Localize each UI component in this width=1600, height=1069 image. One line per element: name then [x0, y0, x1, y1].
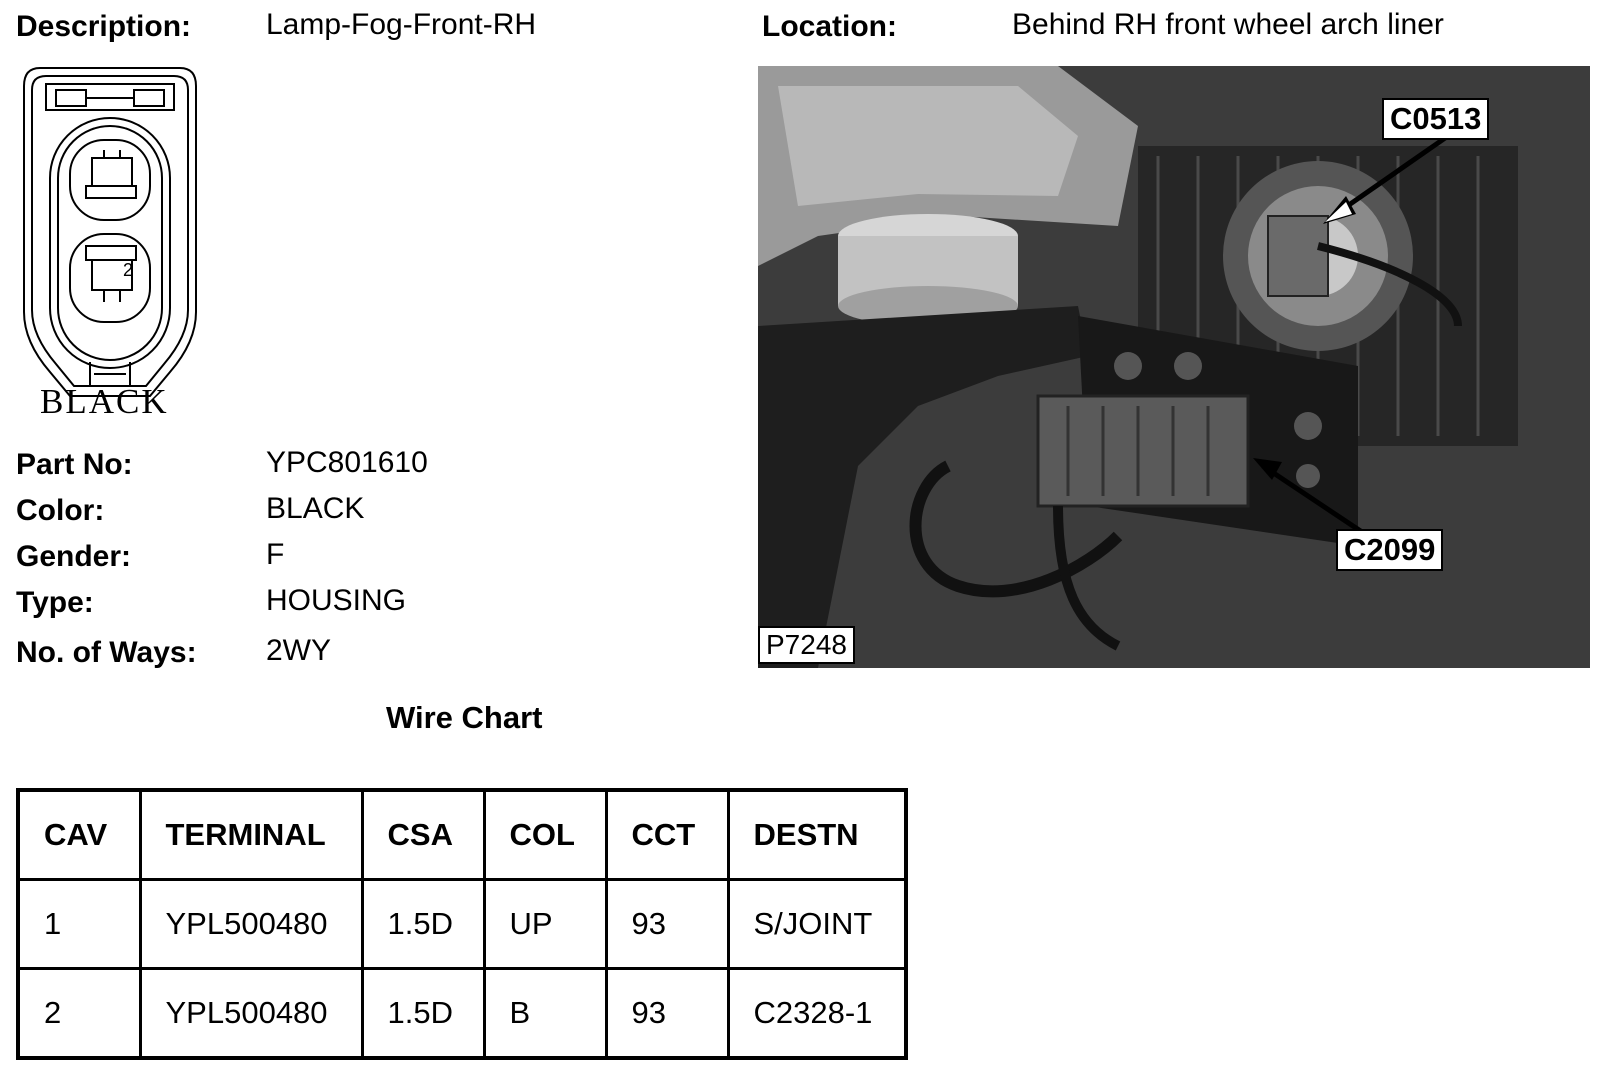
callout-c0513: C0513	[1382, 98, 1489, 140]
cell-cct: 93	[606, 969, 728, 1059]
header-csa: CSA	[362, 790, 484, 880]
header-destn: DESTN	[728, 790, 906, 880]
cell-col: B	[484, 969, 606, 1059]
cell-csa: 1.5D	[362, 969, 484, 1059]
header-cct: CCT	[606, 790, 728, 880]
table-row	[18, 969, 906, 1059]
gender-value: F	[266, 538, 285, 571]
connector-color-caption: BLACK	[40, 382, 169, 421]
cell-terminal: YPL500480	[140, 969, 362, 1059]
table-header-row	[18, 790, 906, 880]
ways-label: No. of Ways:	[16, 636, 197, 669]
cell-destn: S/JOINT	[728, 880, 906, 969]
color-value: BLACK	[266, 492, 365, 525]
cell-cav: 1	[18, 880, 140, 969]
description-label: Description:	[16, 10, 192, 43]
cell-cct: 93	[606, 880, 728, 969]
type-label: Type:	[16, 586, 94, 619]
connector-outline	[20, 62, 200, 432]
pin-2-label: 2	[123, 260, 134, 280]
cell-csa: 1.5D	[362, 880, 484, 969]
photo-reference: P7248	[758, 626, 855, 664]
cell-cav: 2	[18, 969, 140, 1059]
type-value: HOUSING	[266, 584, 407, 617]
header-terminal: TERMINAL	[140, 790, 362, 880]
location-label: Location:	[762, 10, 897, 43]
location-value: Behind RH front wheel arch liner	[1012, 8, 1444, 41]
color-label: Color:	[16, 494, 105, 527]
ways-value: 2WY	[266, 634, 332, 667]
description-value: Lamp-Fog-Front-RH	[266, 8, 537, 41]
header-cav: CAV	[18, 790, 140, 880]
connector-face-diagram	[20, 62, 200, 432]
cell-col: UP	[484, 880, 606, 969]
part-no-label: Part No:	[16, 448, 133, 481]
gender-label: Gender:	[16, 540, 132, 573]
wire-chart-title: Wire Chart	[386, 700, 543, 735]
callout-c2099: C2099	[1336, 529, 1443, 571]
location-photo	[758, 66, 1590, 668]
wire-chart-table	[16, 788, 908, 1060]
header-col: COL	[484, 790, 606, 880]
table-row	[18, 880, 906, 969]
part-no-value: YPC801610	[266, 446, 428, 479]
photo-illustration	[758, 66, 1590, 668]
cell-terminal: YPL500480	[140, 880, 362, 969]
cell-destn: C2328-1	[728, 969, 906, 1059]
